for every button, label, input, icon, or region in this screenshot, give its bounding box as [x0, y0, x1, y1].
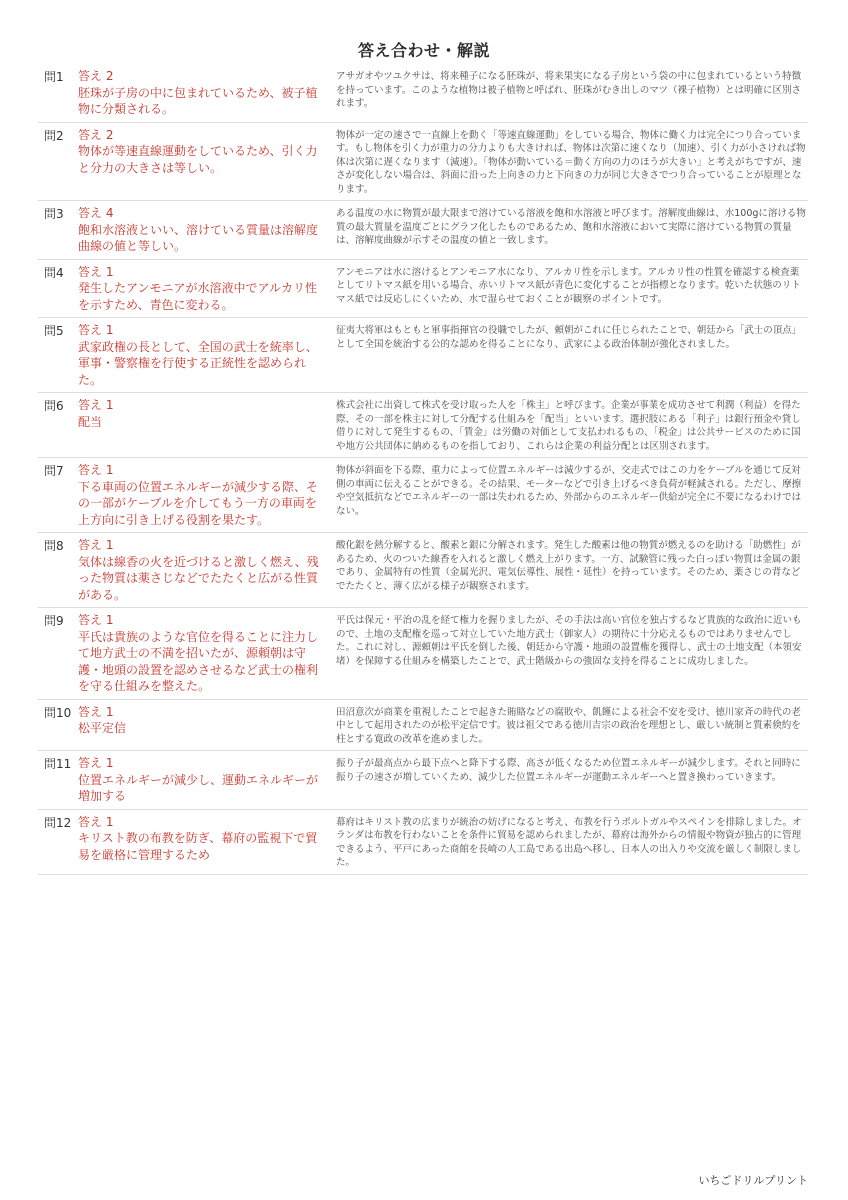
question-number: 問5	[44, 324, 64, 338]
answer-text: 松平定信	[78, 721, 127, 735]
answer-row	[38, 201, 808, 260]
answer-text: 飽和水溶液といい、溶けている質量は溶解度曲線の値と等しい。	[78, 222, 319, 253]
answer-table	[38, 64, 808, 875]
question-number: 問11	[44, 757, 72, 771]
explanation-text: 振り子が最高点から最下点へと降下する際、高さが低くなるため位置エネルギーが減少します。それと同時に振り子の速さが増していくため、減少した位置エネルギーが運動エネルギーへと置き換わっていきます。	[336, 758, 801, 783]
answer-label: 答え 1	[78, 398, 114, 412]
answer-cell	[78, 397, 336, 453]
explanation-text: 物体が斜面を下る際、重力によって位置エネルギーは減少するが、交走式ではこの力をケーブルを通じて反対側の車両に伝えることができる。その結果、モーターなどで引き上げるべき負荷が軽減される。ただし、摩擦や空気抵抗などでエネルギーの一部は失われるため、外部からのエネルギー供給が完全に不要になるわけではない。	[336, 465, 802, 517]
explanation-text: 物体が一定の速さで一直線上を動く「等速直線運動」をしている場合、物体に働く力は完全につり合っています。もし物体を引く力が重力の分力よりも大きければ、物体は次第に速くなり（加速）、引く力が小さければ物体は次第に遅くなります（減速）。「物体が動いている＝動く方向の力のほうが大きい」と考えがちですが、速さが変化しない場合は、斜面に沿った上向きの力と下向きの力が同じ大きさでつり合っていることが原理となります。	[336, 129, 806, 195]
explanation-text: 株式会社に出資して株式を受け取った人を「株主」と呼びます。企業が事業を成功させて利潤（利益）を得た際、その一部を株主に対して分配する仕組みを「配当」といいます。選択肢にある「利子」は銀行預金や貸し借りに対して発生するもの、「賃金」は労働の対価として支払われるもの、「税金」は公共サービスのために国や地方公共団体に納めるものを指しており、これらは企業の利益分配とは区別されます。	[336, 400, 801, 452]
question-number: 問12	[44, 815, 72, 830]
answer-row	[38, 751, 808, 810]
answer-row	[38, 123, 808, 202]
answer-row	[38, 533, 808, 608]
explanation-text: 幕府はキリスト教の広まりが統治の妨げになると考え、布教を行うポルトガルやスペインを排除しました。オランダは布教を行わないことを条件に貿易を認められましたが、幕府は海外からの情報や物資が独占的に管理できるよう、平戸にあった商館を長崎の人工島である出島へ移し、日本人の出入りや交流を厳しく制限しました。	[336, 816, 802, 868]
explanation-text: ある温度の水に物質が最大限まで溶けている溶液を飽和水溶液と呼びます。溶解度曲線は、水100gに溶ける物質の最大質量を温度ごとにグラフ化したものであるため、飽和水溶液において実際に溶けている物質の質量は、溶解度曲線が示すその温度の値と一致します。	[336, 208, 806, 246]
answer-cell	[78, 814, 336, 870]
answer-text: 胚珠が子房の中に包まれているため、被子植物に分類される。	[78, 85, 318, 116]
answer-row	[38, 700, 808, 752]
footer-brand: いちごドリルプリント	[698, 1174, 808, 1187]
answer-cell	[78, 537, 336, 603]
answer-label: 答え 1	[78, 814, 114, 829]
answer-row	[38, 608, 808, 700]
question-number: 問3	[44, 207, 64, 221]
answer-text: 平氏は貴族のような官位を得ることに注力して地方武士の不満を招いたが、源頼朝は守護・地頭の設置を認めさせるなど武士の権利を守る仕組みを整えた。	[78, 629, 319, 693]
answer-row	[38, 318, 808, 393]
answer-label: 答え 1	[78, 704, 114, 719]
answer-row	[38, 810, 808, 875]
answer-label: 答え 2	[78, 127, 114, 142]
page-title: 答え合わせ・解説	[357, 41, 490, 60]
answer-label: 答え 1	[78, 613, 114, 627]
explanation-text: アサガオやツユクサは、将来種子になる胚珠が、将来果実になる子房という袋の中に包まれているという特徴を持っています。このような植物は被子植物と呼ばれ、胚珠がむき出しのマツ（裸子植物）とは明確に区別されます。	[336, 71, 802, 109]
answer-text: 配当	[78, 414, 103, 429]
answer-cell	[78, 127, 336, 197]
answer-cell	[78, 612, 336, 695]
question-number: 問6	[44, 399, 64, 413]
explanation-text: 征夷大将軍はもともと軍事指揮官の役職でしたが、頼朝がこれに任じられたことで、朝廷から「武士の頂点」として全国を統治する公的な認めを得ることになり、武家による政治体制が強化されました。	[336, 325, 802, 350]
question-number: 問10	[44, 705, 72, 720]
answer-text: 発生したアンモニアが水溶液中でアルカリ性を示すため、青色に変わる。	[78, 281, 318, 312]
question-number: 問9	[44, 614, 64, 628]
answer-cell	[78, 322, 336, 388]
answer-cell	[78, 462, 336, 528]
explanation-text: 酸化銀を熱分解すると、酸素と銀に分解されます。発生した酸素は他の物質が燃えるのを助ける「助燃性」があるため、火のついた線香を入れると激しく燃え上がります。一方、試験管に残った白っぽい物質は金属の銀であり、金属特有の性質（金属光沢、電気伝導性、展性・延性）を持っています。そのため、薬さじの背などでたたくと、薄く広がる様子が観察されます。	[336, 540, 801, 592]
answer-row	[38, 458, 808, 533]
answer-label: 答え 1	[78, 323, 114, 337]
answer-cell	[78, 68, 336, 118]
explanation-text: 平氏は保元・平治の乱を経て権力を握りましたが、その手法は高い官位を独占するなど貴族的な政治に近いもので、土地の支配権を巡って対立していた地方武士（御家人）の期待に十分応えるものではありませんでした。これに対し、源頼朝は平氏を倒した後、朝廷から守護・地頭の設置権を獲得し、武士の土地支配（本領安堵）を保障する仕組みを構築したことで、武士階級からの強固な支持を得ることに成功しました。	[336, 615, 802, 667]
answer-cell	[78, 704, 336, 747]
answer-label: 答え 1	[78, 463, 114, 477]
answer-label: 答え 1	[78, 264, 114, 279]
answer-label: 答え 4	[78, 206, 114, 220]
question-number: 問2	[44, 128, 64, 143]
answer-text: 武家政権の長として、全国の武士を統率し、軍事・警察権を行使する正統性を認められた。	[78, 339, 318, 387]
answer-cell	[78, 205, 336, 255]
answer-text: 物体が等速直線運動をしているため、引く力と分力の大きさは等しい。	[78, 144, 318, 175]
answer-row	[38, 393, 808, 458]
answer-cell	[78, 264, 336, 314]
answer-label: 答え 1	[78, 756, 114, 770]
question-number: 問1	[44, 70, 64, 84]
answer-text: 気体は線香の火を近づけると激しく燃え、残った物質は薬さじなどでたたくと広がる性質がある。	[78, 554, 319, 602]
answer-row	[38, 64, 808, 123]
explanation-text: 田沼意次が商業を重視したことで起きた賄賂などの腐敗や、飢饉による社会不安を受け、徳川家斉の時代の老中として起用されたのが松平定信です。彼は祖父である徳川吉宗の政治を理想とし、厳しい統制と質素倹約を柱とする寛政の改革を進めました。	[336, 706, 801, 745]
answer-cell	[78, 755, 336, 805]
answer-label: 答え 2	[78, 69, 114, 83]
answer-text: キリスト教の布教を防ぎ、幕府の監視下で貿易を厳格に管理するため	[78, 831, 318, 862]
answer-text: 位置エネルギーが減少し、運動エネルギーが増加する	[78, 772, 319, 803]
question-number: 問8	[44, 539, 64, 553]
answer-label: 答え 1	[78, 538, 114, 552]
answer-text: 下る車両の位置エネルギーが減少する際、その一部がケーブルを介してもう一方の車両を上方向に引き上げる役割を果たす。	[78, 479, 319, 527]
question-number: 問4	[44, 265, 64, 280]
question-number: 問7	[44, 464, 64, 478]
explanation-text: アンモニアは水に溶けるとアンモニア水になり、アルカリ性を示します。アルカリ性の性質を確認する検査薬としてリトマス紙を用いる場合、赤いリトマス紙が青色に変化することが指標となります。乾いた状態のリトマス紙では反応しにくいため、水で湿らせておくことが観察のポイントです。	[336, 266, 801, 305]
answer-row	[38, 260, 808, 319]
